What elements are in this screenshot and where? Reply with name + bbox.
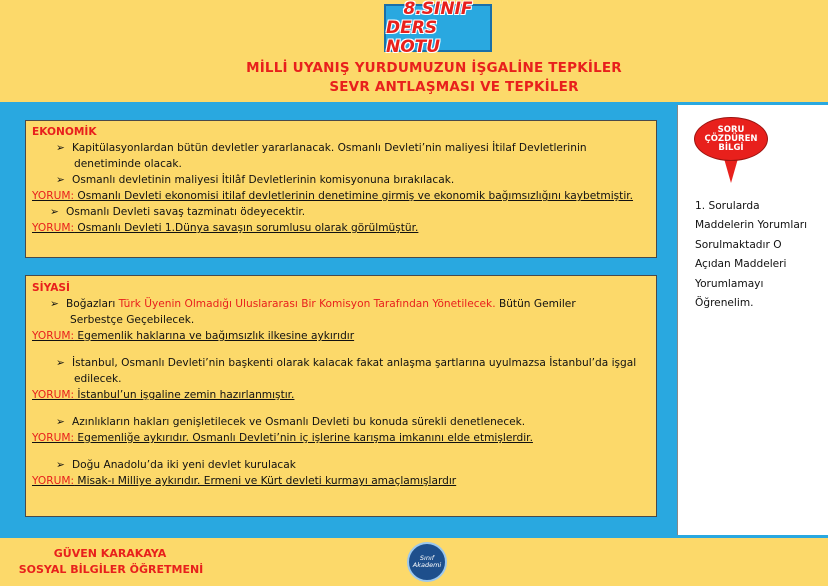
comment-text: Osmanlı Devleti 1.Dünya savaşın sorumlusu olarak görülmüştür. <box>74 222 419 234</box>
page-subtitle: SEVR ANTLAŞMASI VE TEPKİLER <box>329 79 579 95</box>
comment-line <box>32 188 650 204</box>
logo-text: Sınıf <box>419 554 435 562</box>
note-line: Yorumlamayı <box>695 277 764 290</box>
arrow-bullet-icon: ➢ <box>56 459 65 471</box>
footer-band <box>0 535 828 586</box>
comment-label: YORUM: <box>32 190 75 202</box>
comment-text: Egemenlik haklarına ve bağımsızlık ilkesine aykırıdır <box>74 330 355 342</box>
list-item-text: Boğazları <box>66 298 119 310</box>
list-item-text: İstanbul, Osmanlı Devleti’nin başkenti olarak kalacak fakat anlaşma şartlarına uyulmazsa İstanbul’da işgal <box>72 357 637 369</box>
bubble-line: ÇÖZDÜREN <box>704 133 758 144</box>
arrow-bullet-icon: ➢ <box>50 298 59 310</box>
economic-heading: EKONOMİK <box>32 126 97 138</box>
list-item <box>32 457 650 473</box>
list-item <box>32 355 650 371</box>
comment-line <box>32 430 650 446</box>
comment-text: Egemenliğe aykırıdır. Osmanlı Devleti’nin iç işlerine karışma imkanını elde etmişlerdir. <box>74 432 533 444</box>
list-item <box>32 172 650 188</box>
list-item <box>32 414 650 430</box>
header-band <box>0 0 828 105</box>
list-item-text: Osmanlı Devleti savaş tazminatı ödeyecektir. <box>66 206 306 218</box>
sidebar-panel <box>677 105 828 535</box>
comment-text: İstanbul’un işgaline zemin hazırlanmıştır. <box>74 389 295 401</box>
comment-label: YORUM: <box>32 330 75 342</box>
list-item-text: Azınlıkların hakları genişletilecek ve Osmanlı Devleti bu konuda sürekli denetlenecek. <box>72 416 526 428</box>
comment-line <box>32 328 650 344</box>
comment-line <box>32 220 650 236</box>
comment-label: YORUM: <box>32 389 75 401</box>
comment-text: Osmanlı Devleti ekonomisi itilaf devletlerinin denetimine girmiş ve ekonomik bağımsızlığını kaybetmiştir. <box>74 190 634 202</box>
note-line: Sorulmaktadır O <box>695 238 782 251</box>
note-line: Açıdan Maddeleri <box>695 258 787 271</box>
comment-label: YORUM: <box>32 222 75 234</box>
academy-logo-icon <box>407 542 447 582</box>
logo-text: Akademi <box>412 561 442 569</box>
comment-label: YORUM: <box>32 475 75 487</box>
list-item-continuation: denetiminde olacak. <box>74 158 182 170</box>
arrow-bullet-icon: ➢ <box>56 142 65 154</box>
comment-text: Misak-ı Milliye aykırıdır. Ermeni ve Kürt devleti kurmayı amaçlamışlardır <box>74 475 457 487</box>
author-role: SOSYAL BİLGİLER ÖĞRETMENİ <box>18 563 204 576</box>
bubble-line: BİLGİ <box>718 142 744 153</box>
arrow-bullet-icon: ➢ <box>50 206 59 218</box>
author-name: GÜVEN KARAKAYA <box>53 547 167 560</box>
list-item-text: Kapitülasyonlardan bütün devletler yararlanacak. Osmanlı Devleti’nin maliyesi İtilaf Devletlerinin <box>72 142 587 154</box>
note-line: 1. Sorularda <box>695 200 760 212</box>
comment-label: YORUM: <box>32 432 75 444</box>
list-item <box>32 204 650 220</box>
comment-line <box>32 387 650 403</box>
list-item <box>32 296 650 312</box>
badge-line-2: DERS NOTU <box>386 17 441 57</box>
note-line: Maddelerin Yorumları <box>695 219 808 232</box>
political-box <box>25 275 657 517</box>
sidebar-note <box>695 197 825 313</box>
badge-line-1: 8.SINIF <box>403 0 473 19</box>
list-item-text: Doğu Anadolu’da iki yeni devlet kurulacak <box>72 459 296 471</box>
tip-speech-bubble <box>694 117 768 161</box>
economic-box <box>25 120 657 258</box>
list-item-highlight: Türk Üyenin Olmadığı Uluslararası Bir Komisyon Tarafından Yönetilecek. <box>118 298 496 310</box>
political-heading: SİYASİ <box>32 282 70 294</box>
class-badge <box>384 0 492 57</box>
list-item <box>32 140 650 156</box>
comment-line <box>32 473 650 489</box>
list-item-continuation: edilecek. <box>74 373 122 385</box>
list-item-text: Bütün Gemiler <box>495 298 576 310</box>
bubble-line: SORU <box>717 124 745 135</box>
page-title: MİLLİ UYANIŞ YURDUMUZUN İŞGALİNE TEPKİLER <box>246 60 622 76</box>
arrow-bullet-icon: ➢ <box>56 416 65 428</box>
list-item-continuation: Serbestçe Geçebilecek. <box>70 314 195 326</box>
note-line: Öğrenelim. <box>695 297 754 310</box>
list-item-text: Osmanlı devletinin maliyesi İtilâf Devletlerinin komisyonuna bırakılacak. <box>72 174 455 186</box>
arrow-bullet-icon: ➢ <box>56 357 65 369</box>
arrow-bullet-icon: ➢ <box>56 174 65 186</box>
